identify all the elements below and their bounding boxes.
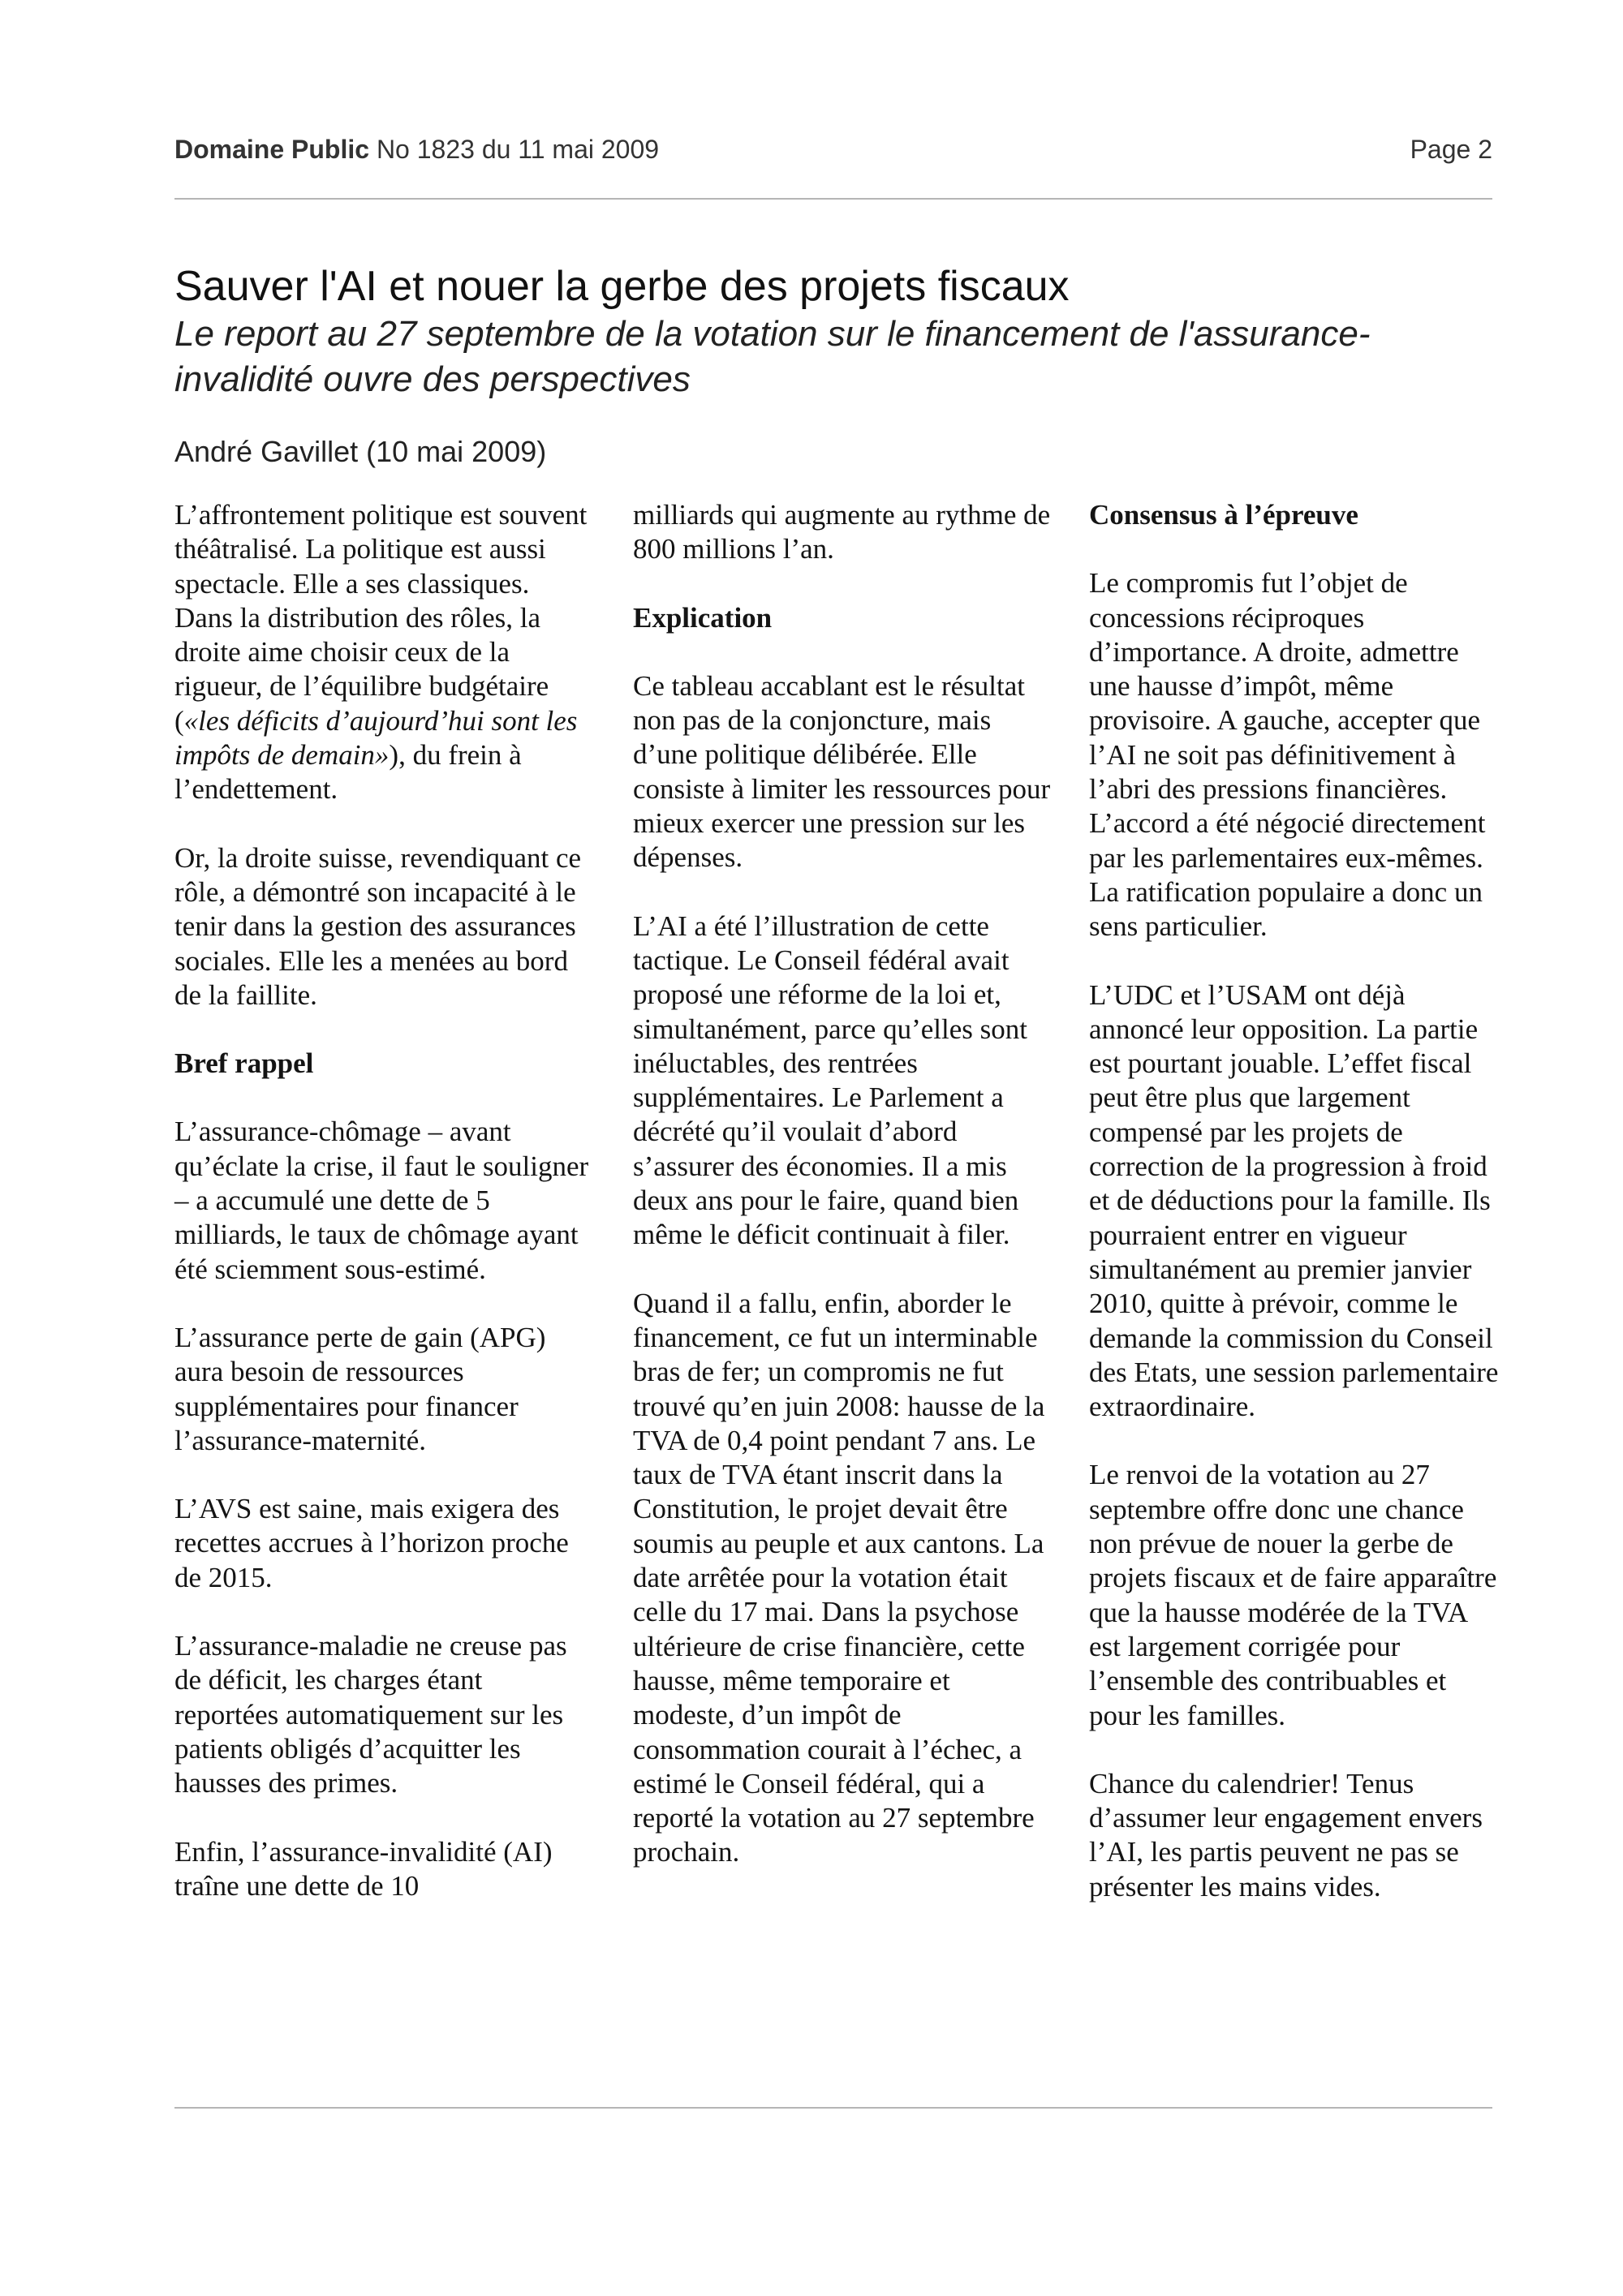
header-divider [174, 198, 1492, 200]
quote: «les déficits d’aujourd’hui sont les impôts de demain» [174, 704, 578, 772]
paragraph: Enfin, l’assurance-invalidité (AI) traîne une dette de 10 [174, 1835, 553, 1902]
paragraph: Chance du calendrier! Tenus d’assumer leur engagement envers l’AI, les partis peuvent ne pas se présenter les mains vides. [1089, 1767, 1483, 1903]
paragraph-text: ), du frein à l’endettement. [174, 739, 522, 806]
paragraph: L’UDC et l’USAM ont déjà annoncé leur opposition. La partie est pourtant jouable. L’effet fiscal peut être plus que largement compensé par les projets de correction de la progression à froid et de déductions pour la famille. Ils pourraient entrer en vigueur simultanément au premier janvier 2010, quitte à prévoir, comme le demande la commission du Conseil des Etats, une session parlementaire extraordinaire. [1089, 978, 1499, 1423]
paragraph: L’assurance perte de gain (APG) aura besoin de ressources supplémentaires pour financer l’assurance-maternité. [174, 1321, 546, 1456]
paragraph: Ce tableau accablant est le résultat non pas de la conjoncture, mais d’une politique délibérée. Elle consiste à limiter les ressources pour mieux exercer une pression sur les dépenses. [633, 669, 1051, 874]
paragraph: Le compromis fut l’objet de concessions réciproques d’importance. A droite, admettre une hausse d’impôt, même provisoire. A gauche, accepter que l’AI ne soit pas définitivement à l’abri des pressions financières. L’accord a été négocié directement par les parlementaires eux-mêmes. La ratification populaire a donc un sens particulier. [1089, 567, 1486, 943]
paragraph [174, 498, 592, 807]
paragraph: Or, la droite suisse, revendiquant ce rôle, a démontré son incapacité à le tenir dans la gestion des assurances sociales. Elle les a menées au bord de la faillite. [174, 841, 582, 1011]
article-byline: André Gavillet (10 mai 2009) [174, 435, 547, 468]
paragraph: L’AI a été l’illustration de cette tactique. Le Conseil fédéral avait proposé une réforme de la loi et, simultanément, parce qu’elles sont inéluctables, des rentrées supplémentaires. Le Parlement a décrété qu’il voulait d’abord s’assurer des économies. Il a mis deux ans pour le faire, quand bien même le déficit continuait à filer. [633, 909, 1027, 1251]
section-heading: Consensus à l’épreuve [1089, 499, 1358, 531]
paragraph: L’assurance-chômage – avant qu’éclate la crise, il faut le souligner – a accumulé une dette de 5 milliards, le taux de chômage ayant été sciemment sous-estimé. [174, 1116, 589, 1285]
issue-info: No 1823 du 11 mai 2009 [376, 135, 660, 164]
paragraph-text: L’affrontement politique est souvent théâtralisé. La politique est aussi spectacle. Elle a ses classiques. Dans la distribution des rôles, la droite aime choisir ceux de la rigueur, de l’équilibre budgétaire ( [174, 499, 588, 737]
paragraph: L’assurance-maladie ne creuse pas de déficit, les charges étant reportées automatiquement sur les patients obligés d’acquitter les hausses des primes. [174, 1630, 567, 1799]
paragraph: Quand il a fallu, enfin, aborder le financement, ce fut un interminable bras de fer; un compromis ne fut trouvé qu’en juin 2008: hausse de la TVA de 0,4 point pendant 7 ans. Le taux de TVA étant inscrit dans la Constitution, le projet devait être soumis au peuple et aux cantons. La date arrêtée pour la votation était celle du 17 mai. Dans la psychose ultérieure de crise financière, cette hausse, même temporaire et modeste, d’un impôt de consommation courait à l’échec, a estimé le Conseil fédéral, qui a reporté la votation au 27 septembre prochain. [633, 1287, 1045, 1868]
article-column-2 [633, 498, 1051, 1870]
article-column-3 [1089, 498, 1503, 1904]
section-heading: Explication [633, 601, 773, 634]
article-title: Sauver l'AI et nouer la gerbe des projets fiscaux [174, 263, 1070, 310]
page-number: Page 2 [1410, 135, 1492, 164]
publication-name: Domaine Public [174, 135, 370, 164]
footer-divider [174, 2107, 1492, 2109]
article-column-1 [174, 498, 592, 1903]
paragraph-continuation: milliards qui augmente au rythme de 800 millions l’an. [633, 499, 1051, 565]
article-subtitle: Le report au 27 septembre de la votation sur le financement de l'assurance-invalidité ouvre des perspectives [174, 314, 1371, 399]
paragraph: L’AVS est saine, mais exigera des recettes accrues à l’horizon proche de 2015. [174, 1493, 569, 1593]
page-header [174, 135, 1492, 167]
header-publication-info [174, 135, 659, 165]
section-heading: Bref rappel [174, 1047, 314, 1080]
paragraph: Le renvoi de la votation au 27 septembre offre donc une chance non prévue de nouer la gerbe de projets fiscaux et de faire apparaître que la hausse modérée de la TVA est largement corrigée pour l’ensemble des contribuables et pour les familles. [1089, 1459, 1497, 1731]
